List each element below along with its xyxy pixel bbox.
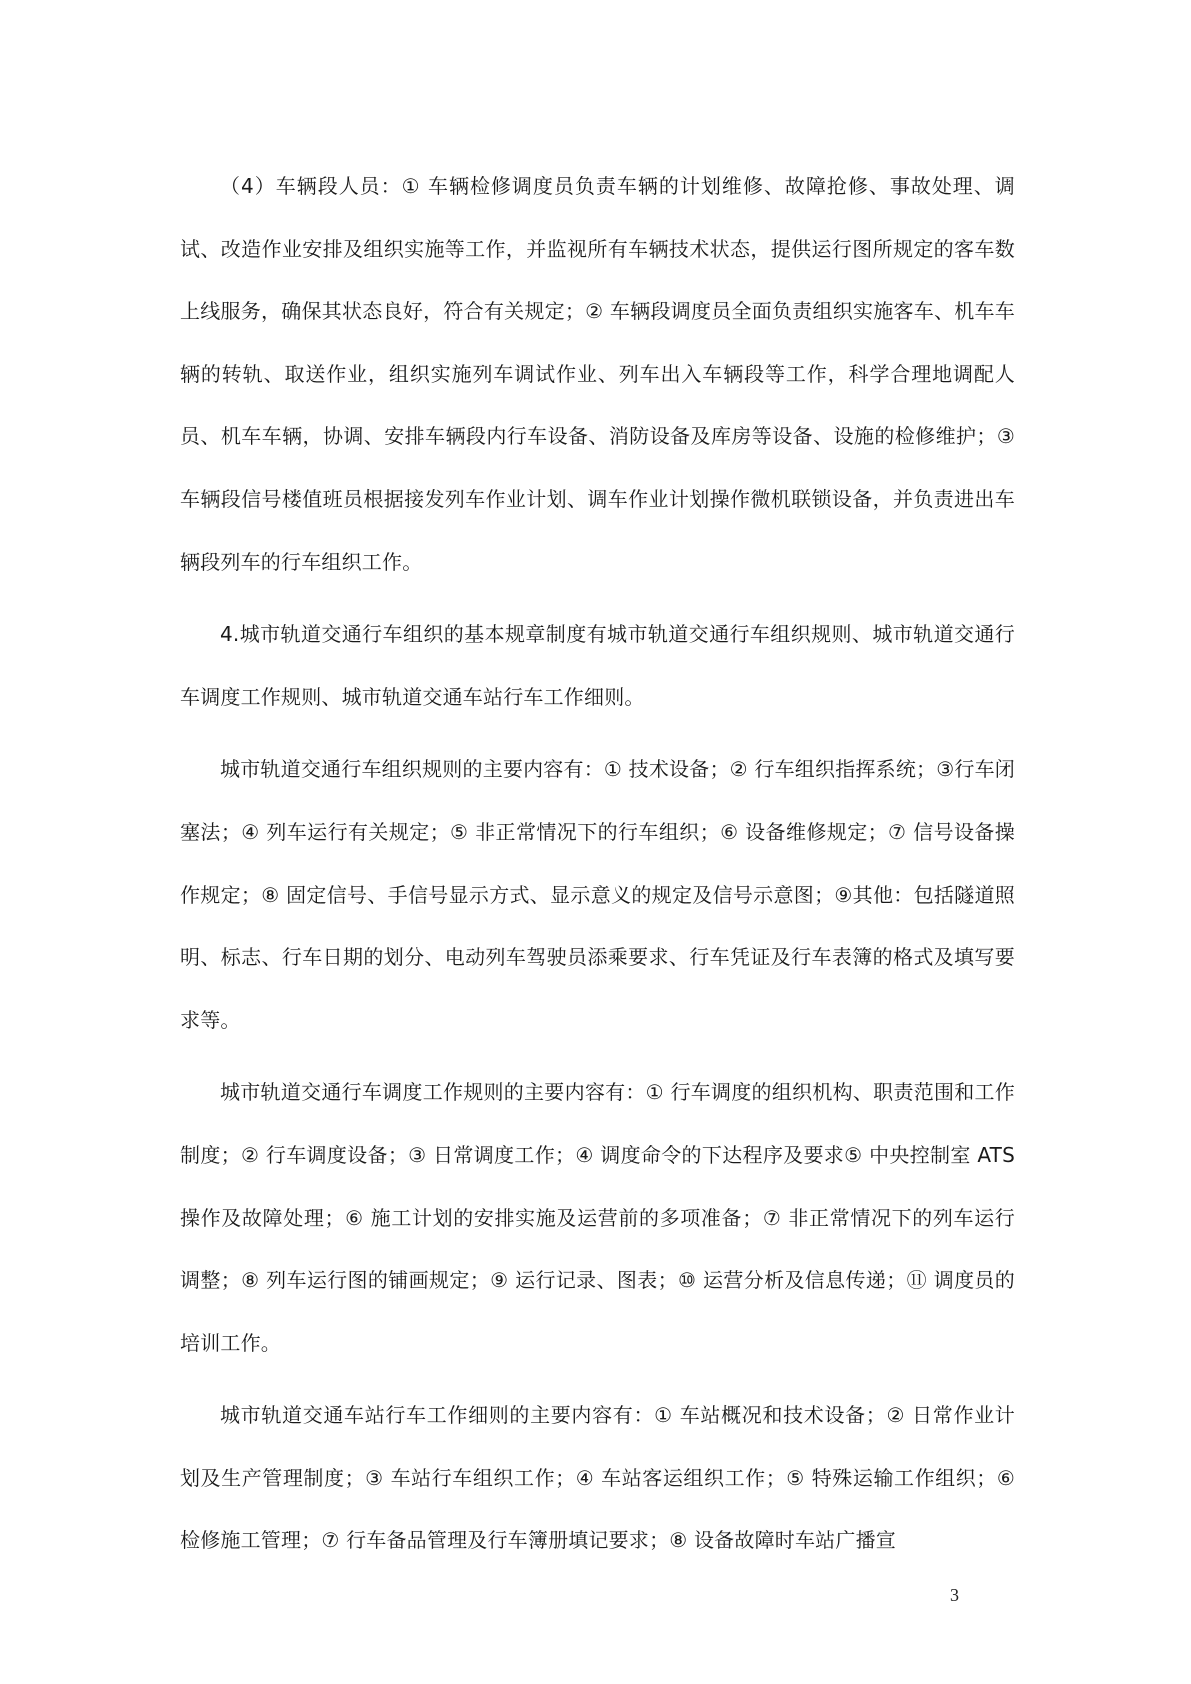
paragraph-depot-staff: （4）车辆段人员：① 车辆检修调度员负责车辆的计划维修、故障抢修、事故处理、调试、改造作业安排及组织实施等工作，并监视所有车辆技术状态，提供运行图所规定的客车数上线服务，确保其状态良好，符合有关规定；② 车辆段调度员全面负责组织实施客车、机车车辆的转轨、取送作业，组织实施列车调试作业、列车出入车辆段等工作，科学合理地调配人员、机车车辆，协调、安排车辆段内行车设备、消防设备及库房等设备、设施的检修维护；③ 车辆段信号楼值班员根据接发列车作业计划、调车作业计划操作微机联锁设备，并负责进出车辆段列车的行车组织工作。 [180,174,1015,574]
paragraph-regulations-overview: 4.城市轨道交通行车组织的基本规章制度有城市轨道交通行车组织规则、城市轨道交通行车调度工作规则、城市轨道交通车站行车工作细则。 [180,622,1015,709]
paragraph-operation-rules: 城市轨道交通行车组织规则的主要内容有：① 技术设备；② 行车组织指挥系统；③行车闭塞法；④ 列车运行有关规定；⑤ 非正常情况下的行车组织；⑥ 设备维修规定；⑦ 信号设备操作规定；⑧ 固定信号、手信号显示方式、显示意义的规定及信号示意图；⑨其他：包括隧道照明、标志、行车日期的划分、电动列车驾驶员添乘要求、行车凭证及行车表簿的格式及填写要求等。 [180,757,1015,1032]
body-text [180,155,1015,1582]
paragraph-station-rules: 城市轨道交通车站行车工作细则的主要内容有：① 车站概况和技术设备；② 日常作业计划及生产管理制度；③ 车站行车组织工作；④ 车站客运组织工作；⑤ 特殊运输工作组织；⑥ 检修施工管理；⑦ 行车备品管理及行车簿册填记要求；⑧ 设备故障时车站广播宣 [180,1403,1015,1553]
page-number: 3 [950,1585,959,1605]
paragraph-dispatch-rules: 城市轨道交通行车调度工作规则的主要内容有：① 行车调度的组织机构、职责范围和工作制度；② 行车调度设备；③ 日常调度工作；④ 调度命令的下达程序及要求⑤ 中央控制室 ATS 操作及故障处理；⑥ 施工计划的安排实施及运营前的多项准备；⑦ 非正常情况下的列车运行调整；⑧ 列车运行图的铺画规定；⑨ 运行记录、图表；⑩ 运营分析及信息传递；⑪ 调度员的培训工作。 [180,1080,1015,1355]
